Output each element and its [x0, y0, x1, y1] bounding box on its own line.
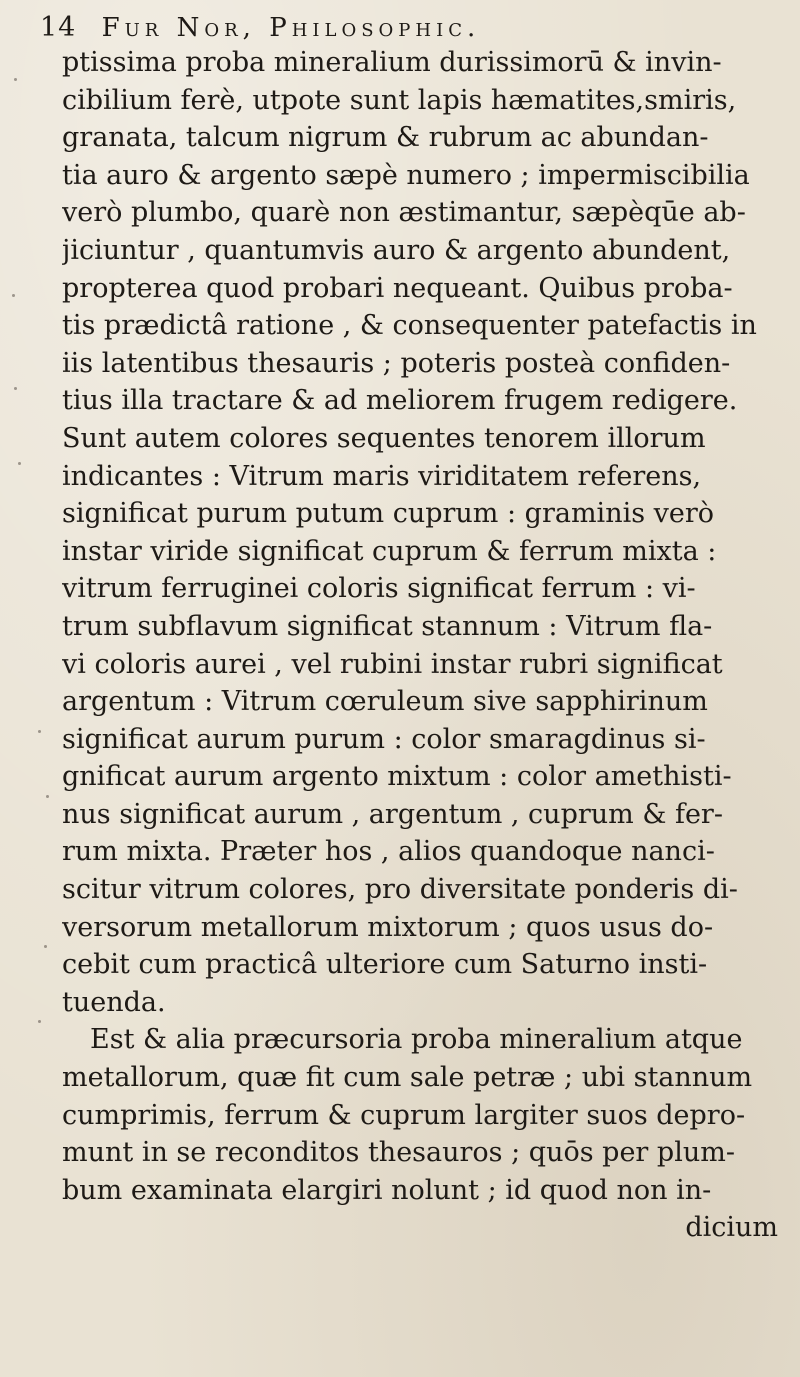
text-line: propterea quod probari nequeant. Quibus proba- [62, 272, 733, 304]
text-line: tis prædictâ ratione , & consequenter patefactis in [62, 310, 757, 342]
text-line: scitur vitrum colores, pro diversitate ponderis di- [62, 874, 738, 906]
text-line: rum mixta. Præter hos , alios quandoque nanci- [62, 836, 715, 868]
text-line: cumprimis, ferrum & cuprum largiter suos depro- [62, 1099, 746, 1131]
margin-dot [12, 294, 15, 297]
margin-dot [14, 387, 17, 390]
text-line: trum subflavum significat stannum : Vitrum fla- [62, 610, 713, 642]
margin-dot [14, 78, 17, 81]
text-line: significat purum putum cuprum : graminis verò [62, 498, 715, 530]
text-line: cibilium ferè, utpote sunt lapis hæmatites,smiris, [62, 84, 737, 116]
margin-dot [44, 945, 47, 948]
margin-dot [38, 1020, 41, 1023]
paragraph-start-line: Est & alia præcursoria proba mineralium atque [90, 1024, 743, 1056]
catchword: dicium [685, 1212, 778, 1244]
margin-dot [18, 462, 21, 465]
text-line: instar viride significat cuprum & ferrum mixta : [62, 535, 717, 567]
text-line: tia auro & argento sæpè numero ; impermiscibilia [62, 159, 750, 191]
text-line: indicantes : Vitrum maris viriditatem referens, [62, 460, 702, 492]
margin-dot [46, 795, 49, 798]
text-line: munt in se reconditos thesauros ; quōs per plum- [62, 1137, 735, 1169]
text-line: cebit cum practicâ ulteriore cum Saturno insti- [62, 949, 708, 981]
page-number: 14 [40, 12, 77, 43]
body-text [62, 44, 782, 1247]
text-line: gnificat aurum argento mixtum : color amethisti- [62, 761, 732, 793]
text-line: versorum metallorum mixtorum ; quos usus do- [62, 911, 714, 943]
text-line: jiciuntur , quantumvis auro & argento abundent, [62, 234, 731, 266]
text-line: granata, talcum nigrum & rubrum ac abundan- [62, 122, 709, 154]
text-line: metallorum, quæ fit cum sale petræ ; ubi stannum [62, 1062, 753, 1094]
text-line: iis latentibus thesauris ; poteris posteà confiden- [62, 347, 731, 379]
text-line: tius illa tractare & ad meliorem frugem redigere. [62, 385, 738, 417]
text-line: nus significat aurum , argentum , cuprum & fer- [62, 798, 723, 830]
text-line: Sunt autem colores sequentes tenorem illorum [62, 422, 706, 454]
text-line: significat aurum purum : color smaragdinus si- [62, 723, 706, 755]
text-line: verò plumbo, quarè non æstimantur, sæpèqūe ab- [62, 197, 746, 229]
margin-marks [8, 60, 48, 1060]
text-line: vitrum ferruginei coloris significat ferrum : vi- [62, 573, 696, 605]
text-line: bum examinata elargiri nolunt ; id quod non in- [62, 1174, 712, 1206]
text-line: tuenda. [62, 986, 166, 1018]
margin-dot [38, 730, 41, 733]
text-line: vi coloris aurei , vel rubini instar rubri significat [62, 648, 723, 680]
text-line: argentum : Vitrum cœruleum sive sapphirinum [62, 686, 708, 718]
running-title: Fur Nor, Philosophic. [101, 13, 481, 43]
text-line: ptissima proba mineralium durissimorū & invin- [62, 47, 722, 78]
